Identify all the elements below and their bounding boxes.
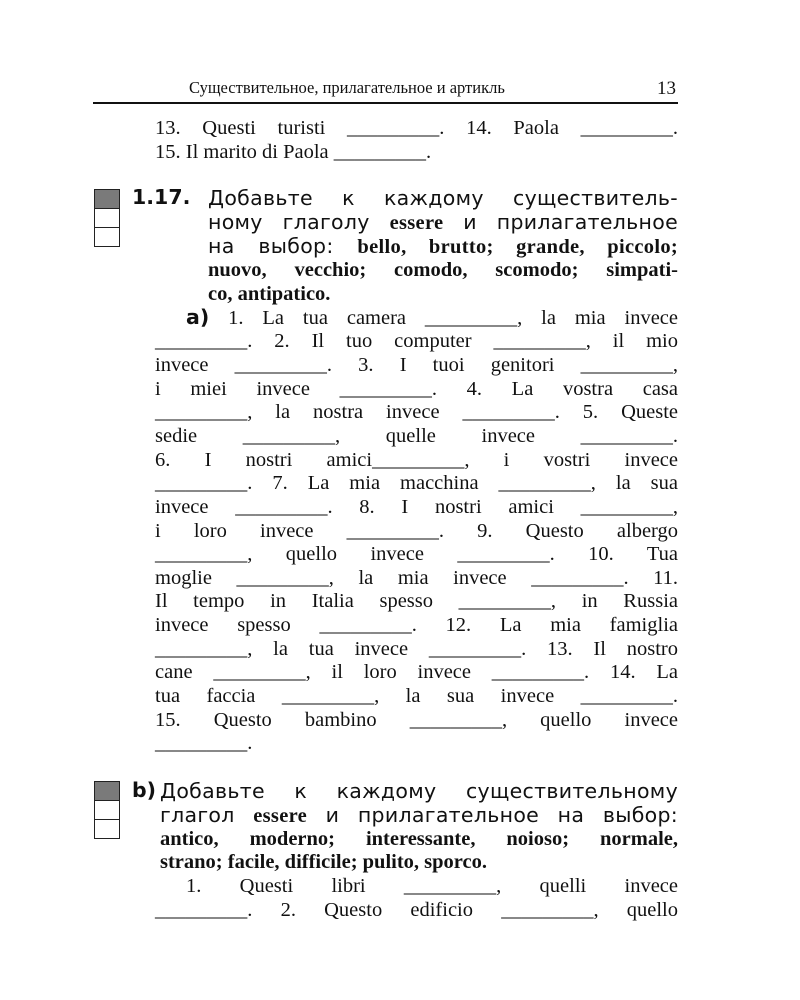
- exercise-line: invece _________. 3. I tuoi genitori _________,: [155, 354, 678, 376]
- empty-box: [94, 209, 120, 228]
- exercise-line: Il tempo in Italia spesso _________, in Russia: [155, 590, 678, 612]
- exercise-line: 1. Questi libri _________, quelli invece: [186, 875, 678, 897]
- instruction-line: nuovo, vecchio; comodo, scomodo; simpati-: [208, 259, 678, 281]
- empty-box: [94, 228, 120, 247]
- exercise-line: _________, la nostra invece _________. 5. Queste: [155, 401, 678, 423]
- exercise-line: _________.: [155, 732, 253, 754]
- instruction-line: antico, moderno; interessante, noioso; normale,: [160, 828, 678, 850]
- instruction-line: глагол essere и прилагательное на выбор:: [160, 803, 679, 827]
- exercise-number: 1.17.: [132, 185, 191, 209]
- task-marker-boxes: [94, 781, 120, 839]
- text-line: 13. Questi turisti _________. 14. Paola _________.: [155, 117, 678, 139]
- page-number: 13: [657, 78, 676, 99]
- empty-box: [94, 801, 120, 820]
- running-header: [93, 76, 678, 104]
- exercise-line: sedie _________, quelle invece _________.: [155, 425, 678, 447]
- instruction-line: strano; facile, difficile; pulito, sporco.: [160, 851, 488, 873]
- instruction-line: Добавьте к каждому существительному: [160, 779, 678, 803]
- filled-box: [94, 189, 120, 209]
- header-title: Существительное, прилагательное и артикль: [189, 78, 505, 97]
- task-marker-boxes: [94, 189, 120, 247]
- exercise-line: _________. 7. La mia macchina _________, la sua: [155, 472, 678, 494]
- exercise-line: a) 1. La tua camera _________, la mia invece: [186, 305, 678, 329]
- instruction-line: co, antipatico.: [208, 283, 331, 305]
- exercise-line: _________. 2. Il tuo computer _________, il mio: [155, 330, 678, 352]
- exercise-part-label: b): [132, 778, 157, 802]
- empty-box: [94, 820, 120, 839]
- exercise-line: _________, la tua invece _________. 13. Il nostro: [155, 638, 678, 660]
- instruction-line: Добавьте к каждому существитель-: [208, 186, 678, 210]
- exercise-line: invece _________. 8. I nostri amici _________,: [155, 496, 678, 518]
- instruction-line: ному глаголу essere и прилагательное: [208, 210, 678, 234]
- exercise-line: cane _________, il loro invece _________. 14. La: [155, 661, 678, 683]
- filled-box: [94, 781, 120, 801]
- exercise-line: _________. 2. Questo edificio _________, quello: [155, 899, 678, 921]
- text-line: 15. Il marito di Paola _________.: [155, 141, 432, 163]
- instruction-line: на выбор: bello, brutto; grande, piccolo;: [208, 234, 679, 258]
- exercise-line: 6. I nostri amici_________, i vostri invece: [155, 449, 678, 471]
- exercise-line: _________, quello invece _________. 10. Tua: [155, 543, 678, 565]
- exercise-line: tua faccia _________, la sua invece _________.: [155, 685, 678, 707]
- exercise-line: invece spesso _________. 12. La mia famiglia: [155, 614, 678, 636]
- exercise-line: moglie _________, la mia invece _________. 11.: [155, 567, 678, 589]
- exercise-line: i miei invece _________. 4. La vostra casa: [155, 378, 678, 400]
- exercise-line: 15. Questo bambino _________, quello invece: [155, 709, 678, 731]
- exercise-line: i loro invece _________. 9. Questo albergo: [155, 520, 678, 542]
